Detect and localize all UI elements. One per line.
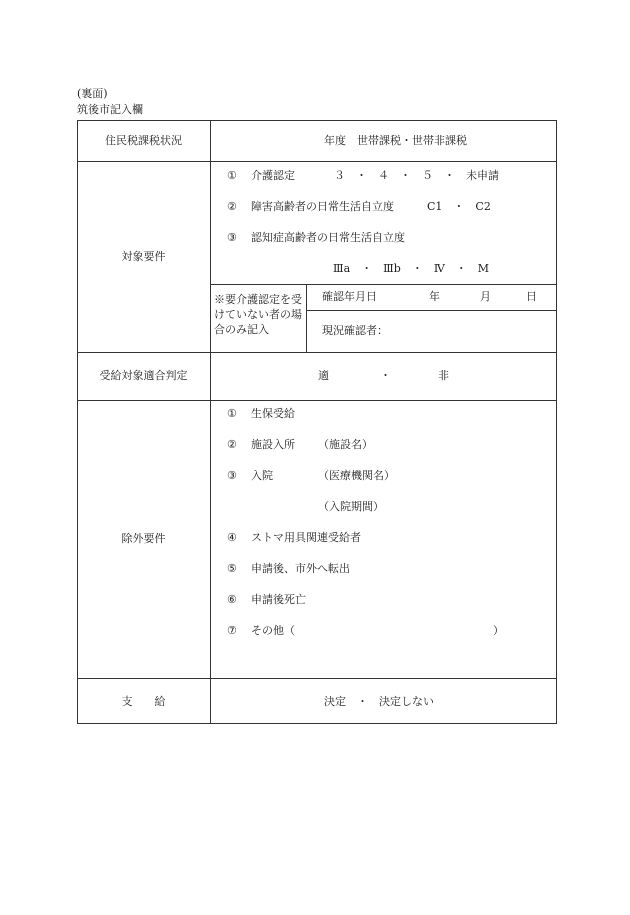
medical-institution-label: （医療機関名） xyxy=(318,469,395,482)
eligible-option: 適 xyxy=(318,369,329,382)
item-number: ⑦ xyxy=(227,624,237,637)
row-divider xyxy=(77,352,557,353)
tax-status-value: 年度 世帯課税・世帯非課税 xyxy=(324,134,467,147)
hospitalization-label: 入院 xyxy=(251,469,273,482)
row-divider xyxy=(210,284,557,285)
tax-status-label: 住民税課税状況 xyxy=(105,134,182,147)
eligibility-label: 受給対象適合判定 xyxy=(99,369,188,382)
other-label: その他（ xyxy=(251,624,295,637)
row-divider xyxy=(77,678,557,679)
item-number: ⑤ xyxy=(227,562,237,575)
not-eligible-option: 非 xyxy=(438,369,449,382)
column-divider xyxy=(210,120,211,724)
facility-name-label: （施設名） xyxy=(318,438,373,451)
row-divider xyxy=(306,310,557,311)
facility-admission-label: 施設入所 xyxy=(251,438,295,451)
year-label: 年 xyxy=(429,290,440,303)
moved-out-label: 申請後、市外へ転出 xyxy=(251,562,350,575)
disabled-elderly-options: C1 ・ C2 xyxy=(427,200,491,213)
day-label: 日 xyxy=(526,290,537,303)
eligibility-separator: ・ xyxy=(380,369,391,382)
dementia-elderly-options: Ⅲa ・ Ⅲb ・ Ⅳ ・ M xyxy=(333,262,490,275)
item-number: ① xyxy=(227,169,237,182)
welfare-recipient-label: 生保受給 xyxy=(251,407,295,420)
back-side-label: (裏面) xyxy=(77,87,108,100)
target-requirements-label: 対象要件 xyxy=(121,250,166,263)
payment-label: 支 給 xyxy=(121,695,166,708)
care-certification-label: 介護認定 xyxy=(251,169,295,182)
column-divider xyxy=(306,284,307,352)
other-close-paren: ） xyxy=(493,624,504,637)
status-confirmer-label: 現況確認者： xyxy=(322,324,388,337)
item-number: ③ xyxy=(227,231,237,244)
uncertified-note: ※要介護認定を受けていない者の場合のみ記入 xyxy=(214,293,302,336)
item-number: ⑥ xyxy=(227,593,237,606)
exclusion-requirements-label: 除外要件 xyxy=(121,532,166,545)
item-number: ② xyxy=(227,200,237,213)
confirmation-date-label: 確認年月日 xyxy=(322,290,377,303)
ostomy-supplies-recipient-label: ストマ用具関連受給者 xyxy=(251,531,361,544)
item-number: ① xyxy=(227,407,237,420)
month-label: 月 xyxy=(480,290,491,303)
item-number: ③ xyxy=(227,469,237,482)
dementia-elderly-independence-label: 認知症高齢者の日常生活自立度 xyxy=(251,231,405,244)
city-entry-heading: 筑後市記入欄 xyxy=(77,103,143,116)
hospitalization-period-label: （入院期間） xyxy=(318,500,384,513)
row-divider xyxy=(77,161,557,162)
item-number: ② xyxy=(227,438,237,451)
deceased-label: 申請後死亡 xyxy=(251,593,306,606)
item-number: ④ xyxy=(227,531,237,544)
disabled-elderly-independence-label: 障害高齢者の日常生活自立度 xyxy=(251,200,394,213)
payment-decision-value: 決定 ・ 決定しない xyxy=(324,695,434,708)
row-divider xyxy=(77,400,557,401)
care-certification-options: ３ ・ ４ ・ ５ ・ 未申請 xyxy=(334,169,499,182)
